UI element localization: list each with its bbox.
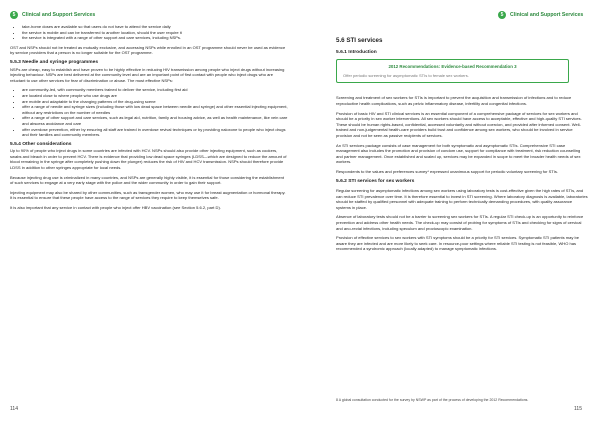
left-body (10, 24, 288, 215)
list-item: • offer overdose prevention, either by ensuring all staff are trained in overdose revival techniques or by providing naloxone to people who inject drugs and their families and community members. (22, 127, 288, 138)
paragraph: Screening and treatment of sex workers for STIs is important to prevent the acquisition and transmission of infections and to reduce reproductive health complications, such as pelvic inflammatory disease, infertility and congenital infections. (336, 95, 572, 106)
list-item: • are community-led, with community members trained to deliver the service, including first aid (22, 87, 288, 93)
paragraph: Because injecting drug use is criminalized in many countries, and NSPs are generally highly visible, it is essential for those considering the establishment of such services to engage at a very early stage with the police and the wider community in order to gain their support. (10, 174, 284, 186)
list-item: • offer a range of needle and syringe sizes (including those with low dead space between needle and syringe) and other essential injecting equipment, without any restrictions on the number of needles (22, 104, 288, 115)
section-heading: 5.5.3 Needle and syringe programmes (10, 59, 99, 65)
list-item: • offer a range of other support and care services, such as legal aid, nutrition, family and housing advice, as well as health maintenance, like vein care and abscess avoidance and care (22, 115, 288, 126)
right-header (498, 9, 583, 21)
list-item: • the service is mobile and can be transferred to another location, should the user require it (22, 30, 288, 36)
list-item: • take-home doses are available so that users do not have to attend the service daily (22, 24, 288, 30)
page-number: 115 (574, 406, 582, 412)
section-heading: 5.5.4 Other considerations (10, 141, 72, 147)
recommendation-title: 2012 Recommendations: Evidence-based Recommendation 3 (388, 64, 517, 70)
list-item: • are mobile and adaptable to the changing patterns of the drug-using scene (22, 99, 288, 105)
right-body (336, 38, 588, 256)
paragraph: Respondents to the values and preferences survey* expressed unanimous support for periodic voluntary screening for STIs. (336, 168, 559, 174)
paragraph: Absence of laboratory tests should not be a barrier to screening sex workers for STIs. A regular STI check-up is an opportunity to reinforce prevention and address other health needs. The check-up may consist of probing for symptoms of STIs and checking for signs of cervical and ano-rectal infections, including speculum and proctoscopic examination. (336, 214, 584, 231)
nsp-bullet-list (10, 87, 288, 137)
left-header-label: Clinical and Support Services (22, 12, 96, 18)
paragraph: Regular screening for asymptomatic infections among sex workers using laboratory tests is cost-effective given the high rates of STIs, and can reduce STI prevalence over time. It is therefore essential to invest in STI screening. Where laboratory diagnosis is available, laboratories should be staffed by qualified personnel with adequate training to perform technically demanding procedures, with quality assurance systems in place. (336, 188, 588, 210)
paragraph: An STI services package consists of case management for both symptomatic and asymptomatic STIs. Comprehensive STI case management also includes the promotion and provision of condom use, support for compliance with treatment, risk reduction counselling and partner management. Once established and scaled up, services may be expanded in scope to meet the broader health needs of sex workers. (336, 142, 581, 165)
section-heading: 5.6.1 Introduction (336, 49, 377, 55)
paragraph: Provision of effective services to sex workers with STI symptoms should be a priority for STI services. Symptomatic STI patients may be aware they are infected and are more likely to seek care. In resource-poor settings where reliable STI testing is not feasible, WHO has recommended a syndromic approach (locally adapted) to manage symptomatic infections. (336, 235, 580, 252)
list-item: • the service is integrated with a range of other support and care services, including NSPs. (22, 35, 288, 41)
paragraph: Provision of basic HIV and STI clinical services is an essential component of a comprehensive package of services for sex workers and should be a priority in sex worker interventions. All sex workers should have access to acceptable, effective and high-quality STI services. These should be human rights-based, confidential, accessed voluntarily and without coercion, and provided after informed consent. Well-trained and non-judgemental health-care providers build trust and confidence among sex workers, who should be involved in service provision and not be seen as passive recipients of services. (336, 110, 582, 138)
ost-bullet-list (10, 24, 288, 41)
right-page (300, 0, 600, 424)
section-heading: 5.6.2 STI services for sex workers (336, 178, 415, 184)
paragraph: OST and NSPs should not be treated as mutually exclusive, and accessing NSPs while enrolled in an OST programme should never be used as evidence by service providers that a person is no longer suitable for the OST programme. (10, 44, 286, 56)
chapter-number-icon: 5 (10, 11, 18, 19)
chapter-number-icon: 5 (498, 11, 506, 19)
paragraph: Injecting equipment may also be shared by other communities, such as transgender women, who may use it for breast augmentation or hormonal therapy. It is essential to ensure that these people have access to the range of services they require to keep themselves safe. (10, 189, 286, 201)
recommendation-text: Offer periodic screening for asymptomatic STIs to female sex workers. (343, 72, 469, 78)
left-header (10, 9, 95, 21)
page-number: 114 (10, 406, 18, 412)
paragraph: NSPs are cheap, easy to establish and have proven to be highly effective in reducing HIV transmission among people who inject drugs without increasing injecting behaviour. NSPs are best delivered at the community level and are an important point of first contact with people who inject drugs who are reluctant to use other services for fear of discrimination or abuse. The most effective NSPs: (10, 66, 285, 83)
right-header-label: Clinical and Support Services (510, 12, 584, 18)
paragraph: It is also important that any service in contact with people who inject offer HBV vaccination (see Section 5.6.2, part D). (10, 205, 221, 211)
list-item: • are located close to where people who use drugs are (22, 93, 288, 99)
recommendation-box (336, 59, 569, 83)
paragraph: Up to 90% of people who inject drugs in some countries are infected with HCV. NSPs should also provide other injecting equipment, such as cookers, swabs and bleach in order to prevent HCV. There is evidence that providing low dead space syringes (LDSS—which are designed to reduce the amount of blood remaining in the syringe after completely pushing down the plunger) reduces the risk of HIV and HCV transmission. NSPs should therefore provide LDSS in addition to other syringes appropriate for local needs. (10, 148, 287, 171)
chapter-heading: 5.6 STI services (336, 37, 383, 44)
footnote: 8 A global consultation conducted for the survey by NSWP as part of the process of developing the 2012 Recommendations. (336, 398, 529, 402)
